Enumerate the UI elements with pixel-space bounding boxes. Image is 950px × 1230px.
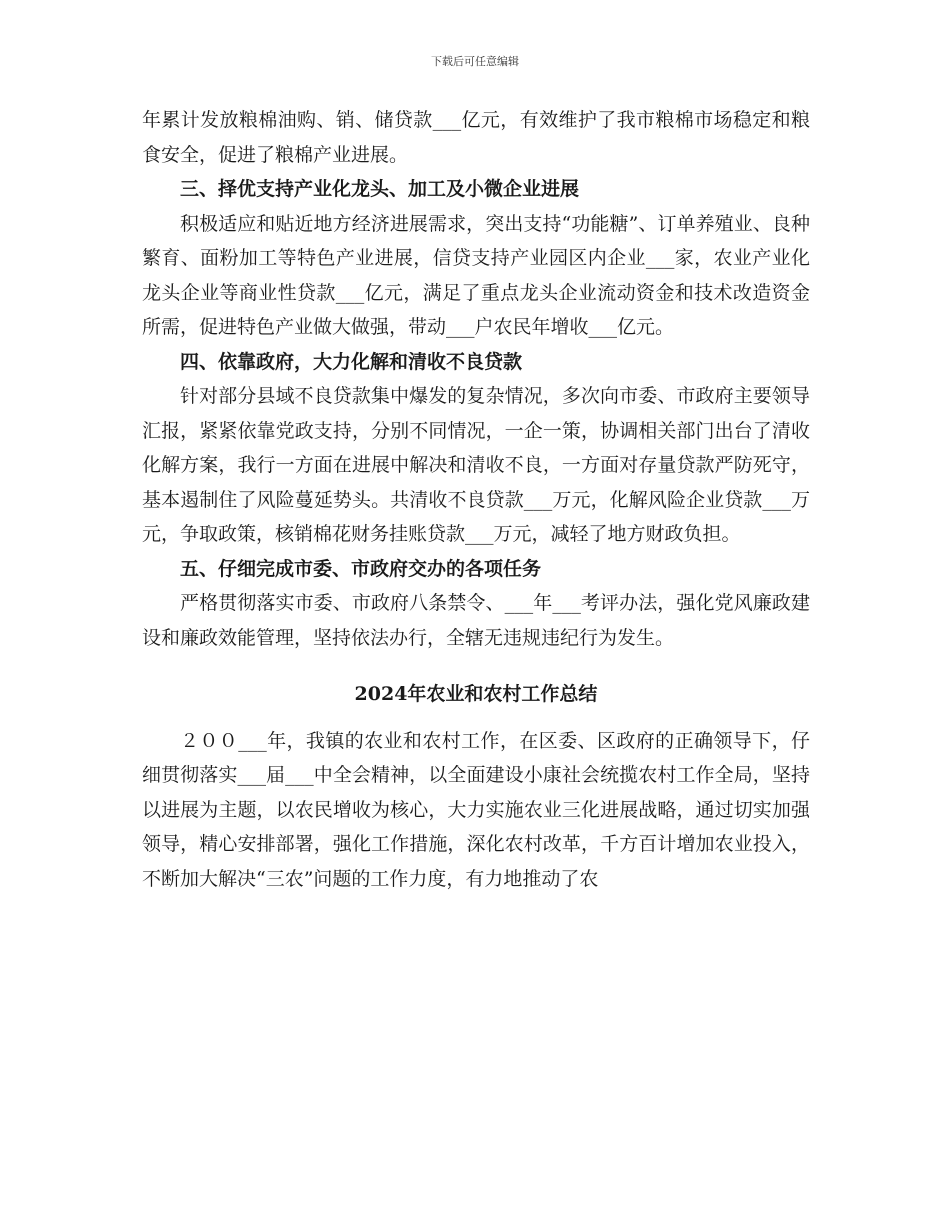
section-heading-5: 五、仔细完成市委、市政府交办的各项任务 [180, 557, 542, 580]
paragraph-grain-loans: 年累计发放粮棉油购、销、储贷款___亿元，有效维护了我市粮棉市场稳定和粮食安全，促进了粮棉产业进展。 [142, 109, 810, 166]
paragraph-tasks: 严格贯彻落实市委、市政府八条禁令、___年___考评办法，强化党风廉政建设和廉政效能管理，坚持依法办行，全辖无违规违纪行为发生。 [142, 592, 810, 649]
document-body [142, 103, 810, 896]
section-heading-4: 四、依靠政府，大力化解和清收不良贷款 [180, 350, 523, 373]
paragraph-industry-support: 积极适应和贴近地方经济进展需求，突出支持“功能糖”、订单养殖业、良种繁育、面粉加工等特色产业进展，信贷支持产业园区内企业___家，农业产业化龙头企业等商业性贷款___亿元，满足了重点龙头企业流动资金和技术改造资金所需，促进特色产业做大做强，带动___户农民年增收___亿元。 [142, 212, 810, 338]
paragraph-summary-intro: ２００___年，我镇的农业和农村工作，在区委、区政府的正确领导下，仔细贯彻落实___届___中全会精神，以全面建设小康社会统揽农村工作全局，坚持以进展为主题，以农民增收为核心，大力实施农业三化进展战略，通过切实加强领导，精心安排部署，强化工作措施，深化农村改革，千方百计增加农业投入，不断加大解决“三农”问题的工作力度，有力地推动了农 [142, 729, 810, 890]
document-title: 2024年农业和农村工作总结 [354, 683, 598, 705]
section-heading-3: 三、择优支持产业化龙头、加工及小微企业进展 [180, 178, 580, 200]
paragraph-bad-loans: 针对部分县域不良贷款集中爆发的复杂情况，多次向市委、市政府主要领导汇报，紧紧依靠党政支持，分别不同情况，一企一策，协调相关部门出台了清收化解方案，我行一方面在进展中解决和清收不良，一方面对存量贷款严防死守，基本遏制住了风险蔓延势头。共清收不良贷款___万元，化解风险企业贷款___万元，争取政策，核销棉花财务挂账贷款___万元，减轻了地方财政负担。 [142, 385, 810, 545]
page-header: 下载后可任意编辑 [431, 55, 519, 68]
